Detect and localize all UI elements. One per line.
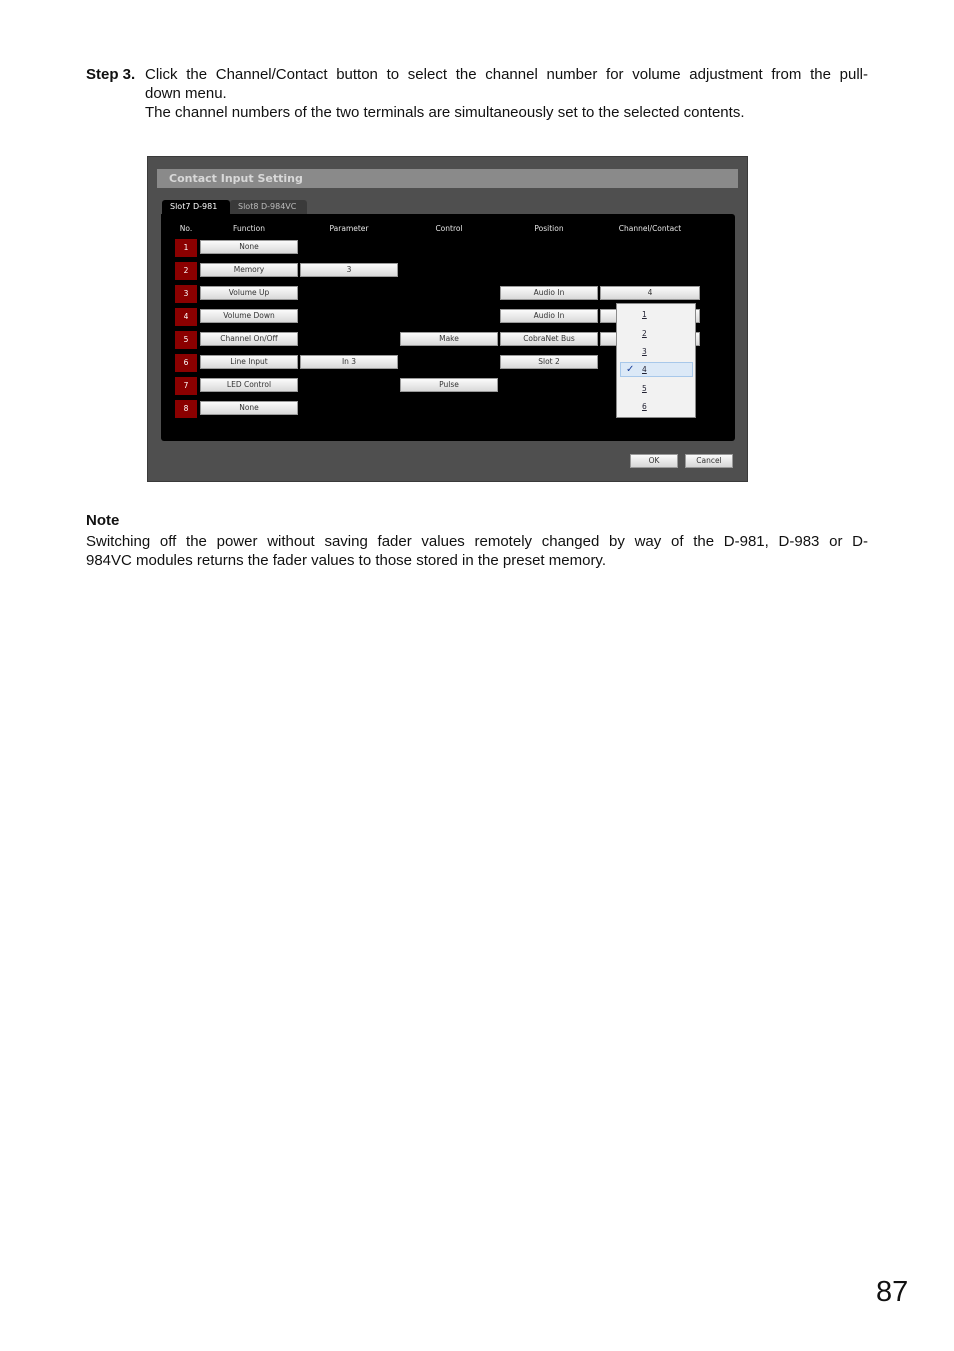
control-button[interactable]: Make xyxy=(400,332,498,346)
step-body xyxy=(145,65,868,122)
table-row xyxy=(161,285,735,304)
row-number: 5 xyxy=(175,331,197,349)
row-number: 8 xyxy=(175,400,197,418)
contact-table-panel xyxy=(161,214,735,441)
dropdown-option-label: 5 xyxy=(642,384,647,393)
step-text-line-2: down menu. xyxy=(145,85,227,102)
channel-contact-button[interactable]: 4 xyxy=(600,286,700,300)
function-button[interactable]: None xyxy=(200,401,298,415)
control-button[interactable]: Pulse xyxy=(400,378,498,392)
table-row xyxy=(161,262,735,281)
checkmark-icon: ✓ xyxy=(626,364,635,375)
dropdown-option-label: 2 xyxy=(642,329,647,338)
function-button[interactable]: Memory xyxy=(200,263,298,277)
position-button[interactable]: CobraNet Bus xyxy=(500,332,598,346)
function-button[interactable]: None xyxy=(200,240,298,254)
ok-button[interactable]: OK xyxy=(630,454,678,468)
parameter-button[interactable]: In 3 xyxy=(300,355,398,369)
position-button[interactable]: Audio In xyxy=(500,309,598,323)
dropdown-option-label: 6 xyxy=(642,402,647,411)
row-number: 2 xyxy=(175,262,197,280)
note-text-line-2: 984VC modules returns the fader values to those stored in the preset memory. xyxy=(86,552,606,569)
cancel-button[interactable]: Cancel xyxy=(685,454,733,468)
dropdown-option-3[interactable] xyxy=(620,344,693,359)
function-button[interactable]: Channel On/Off xyxy=(200,332,298,346)
col-header-function: Function xyxy=(233,224,265,233)
col-header-control: Control xyxy=(435,224,463,233)
page-number: 87 xyxy=(876,1276,909,1308)
step-text-line-1: Click the Channel/Contact button to select the channel number for volume adjustment from the pull- xyxy=(145,66,868,83)
dropdown-option-label: 1 xyxy=(642,310,647,319)
col-header-no: No. xyxy=(179,224,193,233)
table-row xyxy=(161,239,735,258)
row-number: 4 xyxy=(175,308,197,326)
parameter-button[interactable]: 3 xyxy=(300,263,398,277)
dropdown-option-4[interactable] xyxy=(620,362,693,377)
step-label: Step 3. xyxy=(86,66,136,83)
row-number: 3 xyxy=(175,285,197,303)
col-header-channel-contact: Channel/Contact xyxy=(618,224,682,233)
function-button[interactable]: LED Control xyxy=(200,378,298,392)
position-button[interactable]: Slot 2 xyxy=(500,355,598,369)
position-button[interactable]: Audio In xyxy=(500,286,598,300)
function-button[interactable]: Line Input xyxy=(200,355,298,369)
tab-slot8-d984vc[interactable]: Slot8 D-984VC xyxy=(230,200,307,214)
dropdown-option-6[interactable] xyxy=(620,399,693,414)
contact-input-setting-dialog xyxy=(147,156,748,482)
dialog-title: Contact Input Setting xyxy=(157,169,738,188)
function-button[interactable]: Volume Up xyxy=(200,286,298,300)
note-body xyxy=(86,532,868,570)
dropdown-option-2[interactable] xyxy=(620,326,693,341)
step-text-line-3: The channel numbers of the two terminals are simultaneously set to the selected contents. xyxy=(145,104,745,121)
note-text-line-1: Switching off the power without saving fader values remotely changed by way of the D-981, D-983 or D- xyxy=(86,533,868,550)
row-number: 7 xyxy=(175,377,197,395)
dropdown-option-label: 4 xyxy=(642,365,647,374)
function-button[interactable]: Volume Down xyxy=(200,309,298,323)
dropdown-option-1[interactable] xyxy=(620,307,693,322)
row-number: 6 xyxy=(175,354,197,372)
note-heading: Note xyxy=(86,512,120,529)
row-number: 1 xyxy=(175,239,197,257)
col-header-position: Position xyxy=(534,224,564,233)
tab-slot7-d981[interactable]: Slot7 D-981 xyxy=(162,200,230,214)
dropdown-option-label: 3 xyxy=(642,347,647,356)
dropdown-option-5[interactable] xyxy=(620,381,693,396)
channel-dropdown-list xyxy=(616,303,696,418)
col-header-parameter: Parameter xyxy=(329,224,369,233)
